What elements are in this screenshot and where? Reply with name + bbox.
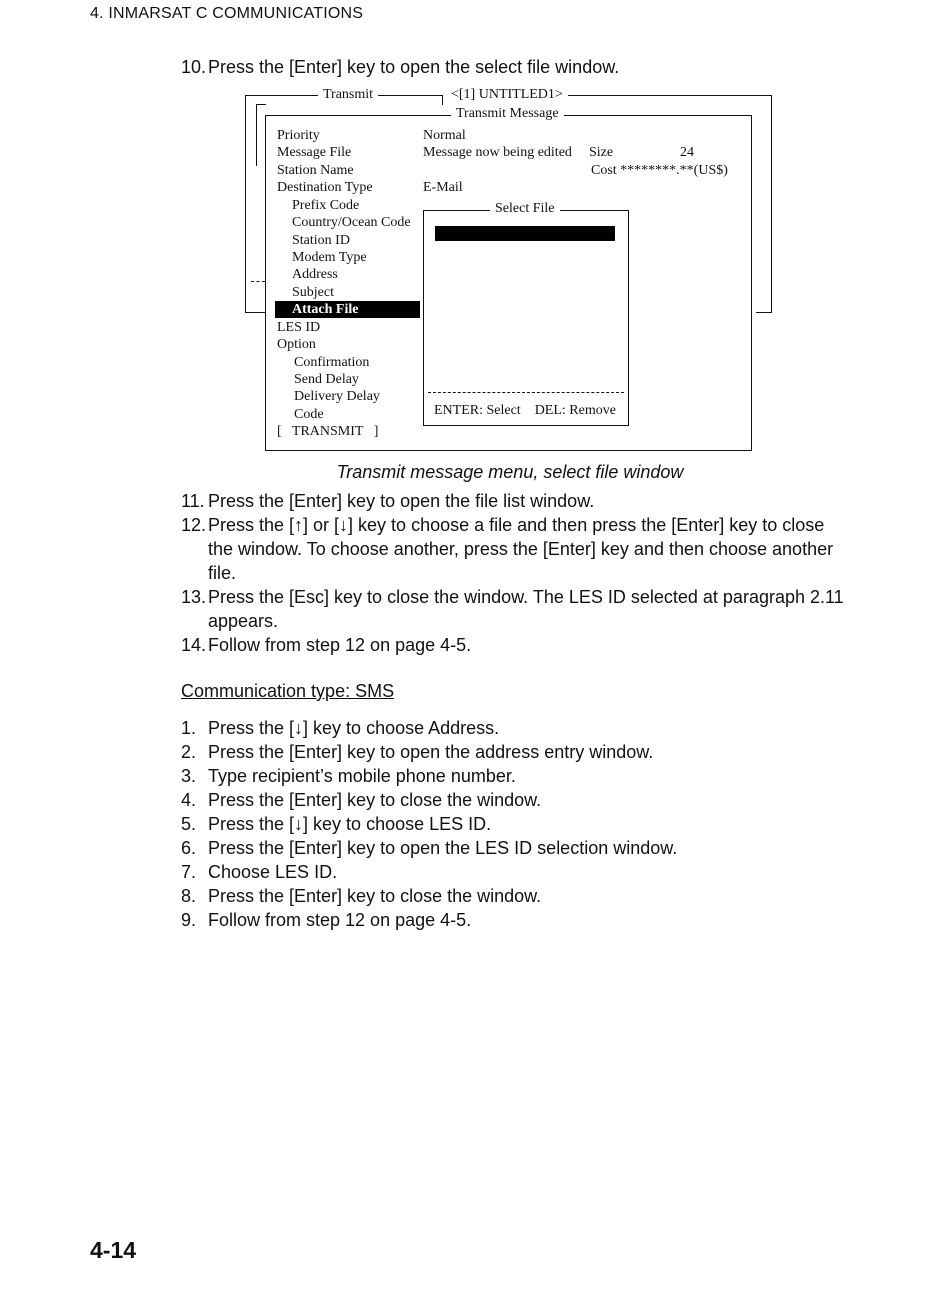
steps-list-a	[181, 489, 848, 657]
menu-delivery-delay[interactable]: Delivery Delay	[294, 389, 380, 404]
step-text: Follow from step 12 on page 4-5.	[208, 635, 472, 655]
step-text: Press the [Enter] key to open the address entry window.	[208, 742, 654, 762]
menu-prefix-code[interactable]: Prefix Code	[292, 198, 360, 213]
step-number: 12.	[181, 515, 207, 535]
step-text: Press the [↑] or [↓] key to choose a file and then press the [Enter] key to close the window. To choose another, press the [Enter] key and then choose another file.	[208, 515, 834, 583]
second-frame-top	[256, 104, 266, 105]
select-file-footer: ENTER: Select DEL: Remove	[434, 403, 616, 418]
step-number: 2.	[181, 742, 197, 762]
list-item	[181, 860, 848, 884]
size-label: Size	[589, 145, 614, 160]
menu-country-ocean-code[interactable]: Country/Ocean Code	[292, 215, 411, 230]
menu-priority[interactable]: Priority	[277, 128, 320, 143]
list-item	[181, 764, 848, 788]
cost-value: Cost ********.**(US$)	[591, 163, 728, 178]
destination-type-value: E-Mail	[423, 180, 463, 195]
step-text: Press the [Enter] key to open the LES ID selection window.	[208, 838, 678, 858]
transmit-message-title: Transmit Message	[451, 106, 564, 122]
step-number: 11.	[181, 491, 205, 511]
outer-frame-top-right	[564, 95, 771, 96]
step-number: 9.	[181, 910, 197, 930]
menu-message-file[interactable]: Message File	[277, 145, 352, 160]
list-item	[181, 740, 848, 764]
priority-value: Normal	[423, 128, 466, 143]
figure-caption: Transmit message menu, select file window	[336, 462, 684, 482]
step-12	[181, 513, 848, 585]
file-tab-title: <[1] UNTITLED1>	[446, 87, 568, 103]
step-number: 13.	[181, 587, 207, 607]
step-number: 10.	[181, 57, 207, 77]
select-file-separator	[428, 392, 624, 393]
transmit-title: Transmit	[318, 87, 378, 103]
step-10	[181, 57, 619, 78]
menu-modem-type[interactable]: Modem Type	[292, 250, 367, 265]
menu-code[interactable]: Code	[294, 407, 324, 422]
transmit-button[interactable]: [ TRANSMIT ]	[277, 424, 379, 439]
running-header: 4. INMARSAT C COMMUNICATIONS	[90, 5, 364, 22]
list-item	[181, 836, 848, 860]
file-selection-bar[interactable]	[435, 226, 615, 241]
step-text: Press the [↓] key to choose LES ID.	[208, 814, 492, 834]
list-item	[181, 884, 848, 908]
section-title-sms: Communication type: SMS	[181, 681, 395, 701]
steps-list-b	[181, 716, 848, 932]
step-text: Press the [Enter] key to close the window.	[208, 886, 542, 906]
step-text: Press the [Enter] key to close the window.	[208, 790, 542, 810]
step-14	[181, 633, 848, 657]
step-number: 14.	[181, 635, 207, 655]
step-text: Follow from step 12 on page 4-5.	[208, 910, 472, 930]
size-value: 24	[680, 145, 694, 160]
step-text: Press the [Esc] key to close the window. The LES ID selected at paragraph 2.11 appears.	[208, 587, 844, 631]
step-11	[181, 489, 848, 513]
menu-attach-file[interactable]: Attach File	[275, 301, 420, 318]
step-number: 8.	[181, 886, 197, 906]
list-item	[181, 812, 848, 836]
outer-frame-right	[771, 95, 772, 313]
menu-option[interactable]: Option	[277, 337, 316, 352]
step-text: Press the [↓] key to choose Address.	[208, 718, 500, 738]
select-file-window	[423, 210, 629, 426]
message-file-value: Message now being edited	[423, 145, 572, 160]
step-number: 6.	[181, 838, 197, 858]
step-number: 3.	[181, 766, 197, 786]
outer-frame-tab-tick	[442, 95, 443, 105]
step-number: 1.	[181, 718, 197, 738]
menu-address[interactable]: Address	[292, 267, 338, 282]
step-number: 7.	[181, 862, 197, 882]
menu-destination-type[interactable]: Destination Type	[277, 180, 373, 195]
step-text: Type recipient’s mobile phone number.	[208, 766, 516, 786]
step-text: Press the [Enter] key to open the select file window.	[208, 57, 620, 77]
outer-frame-left	[245, 95, 246, 313]
step-number: 5.	[181, 814, 197, 834]
second-frame-left	[256, 104, 257, 166]
step-number: 4.	[181, 790, 197, 810]
select-file-title: Select File	[490, 201, 560, 217]
page-number: 4-14	[90, 1237, 137, 1263]
step-text: Press the [Enter] key to open the file list window.	[208, 491, 595, 511]
outer-frame-bottom-left	[245, 312, 265, 313]
step-13	[181, 585, 848, 633]
step-text: Choose LES ID.	[208, 862, 338, 882]
menu-station-name[interactable]: Station Name	[277, 163, 354, 178]
menu-send-delay[interactable]: Send Delay	[294, 372, 359, 387]
list-item	[181, 908, 848, 932]
stack-dash	[251, 281, 265, 282]
outer-frame-bottom-right	[756, 312, 771, 313]
list-item	[181, 716, 848, 740]
list-item	[181, 788, 848, 812]
menu-subject[interactable]: Subject	[292, 285, 334, 300]
menu-les-id[interactable]: LES ID	[277, 320, 321, 335]
transmit-screen-figure	[240, 82, 780, 458]
menu-station-id[interactable]: Station ID	[292, 233, 350, 248]
menu-confirmation[interactable]: Confirmation	[294, 355, 370, 370]
